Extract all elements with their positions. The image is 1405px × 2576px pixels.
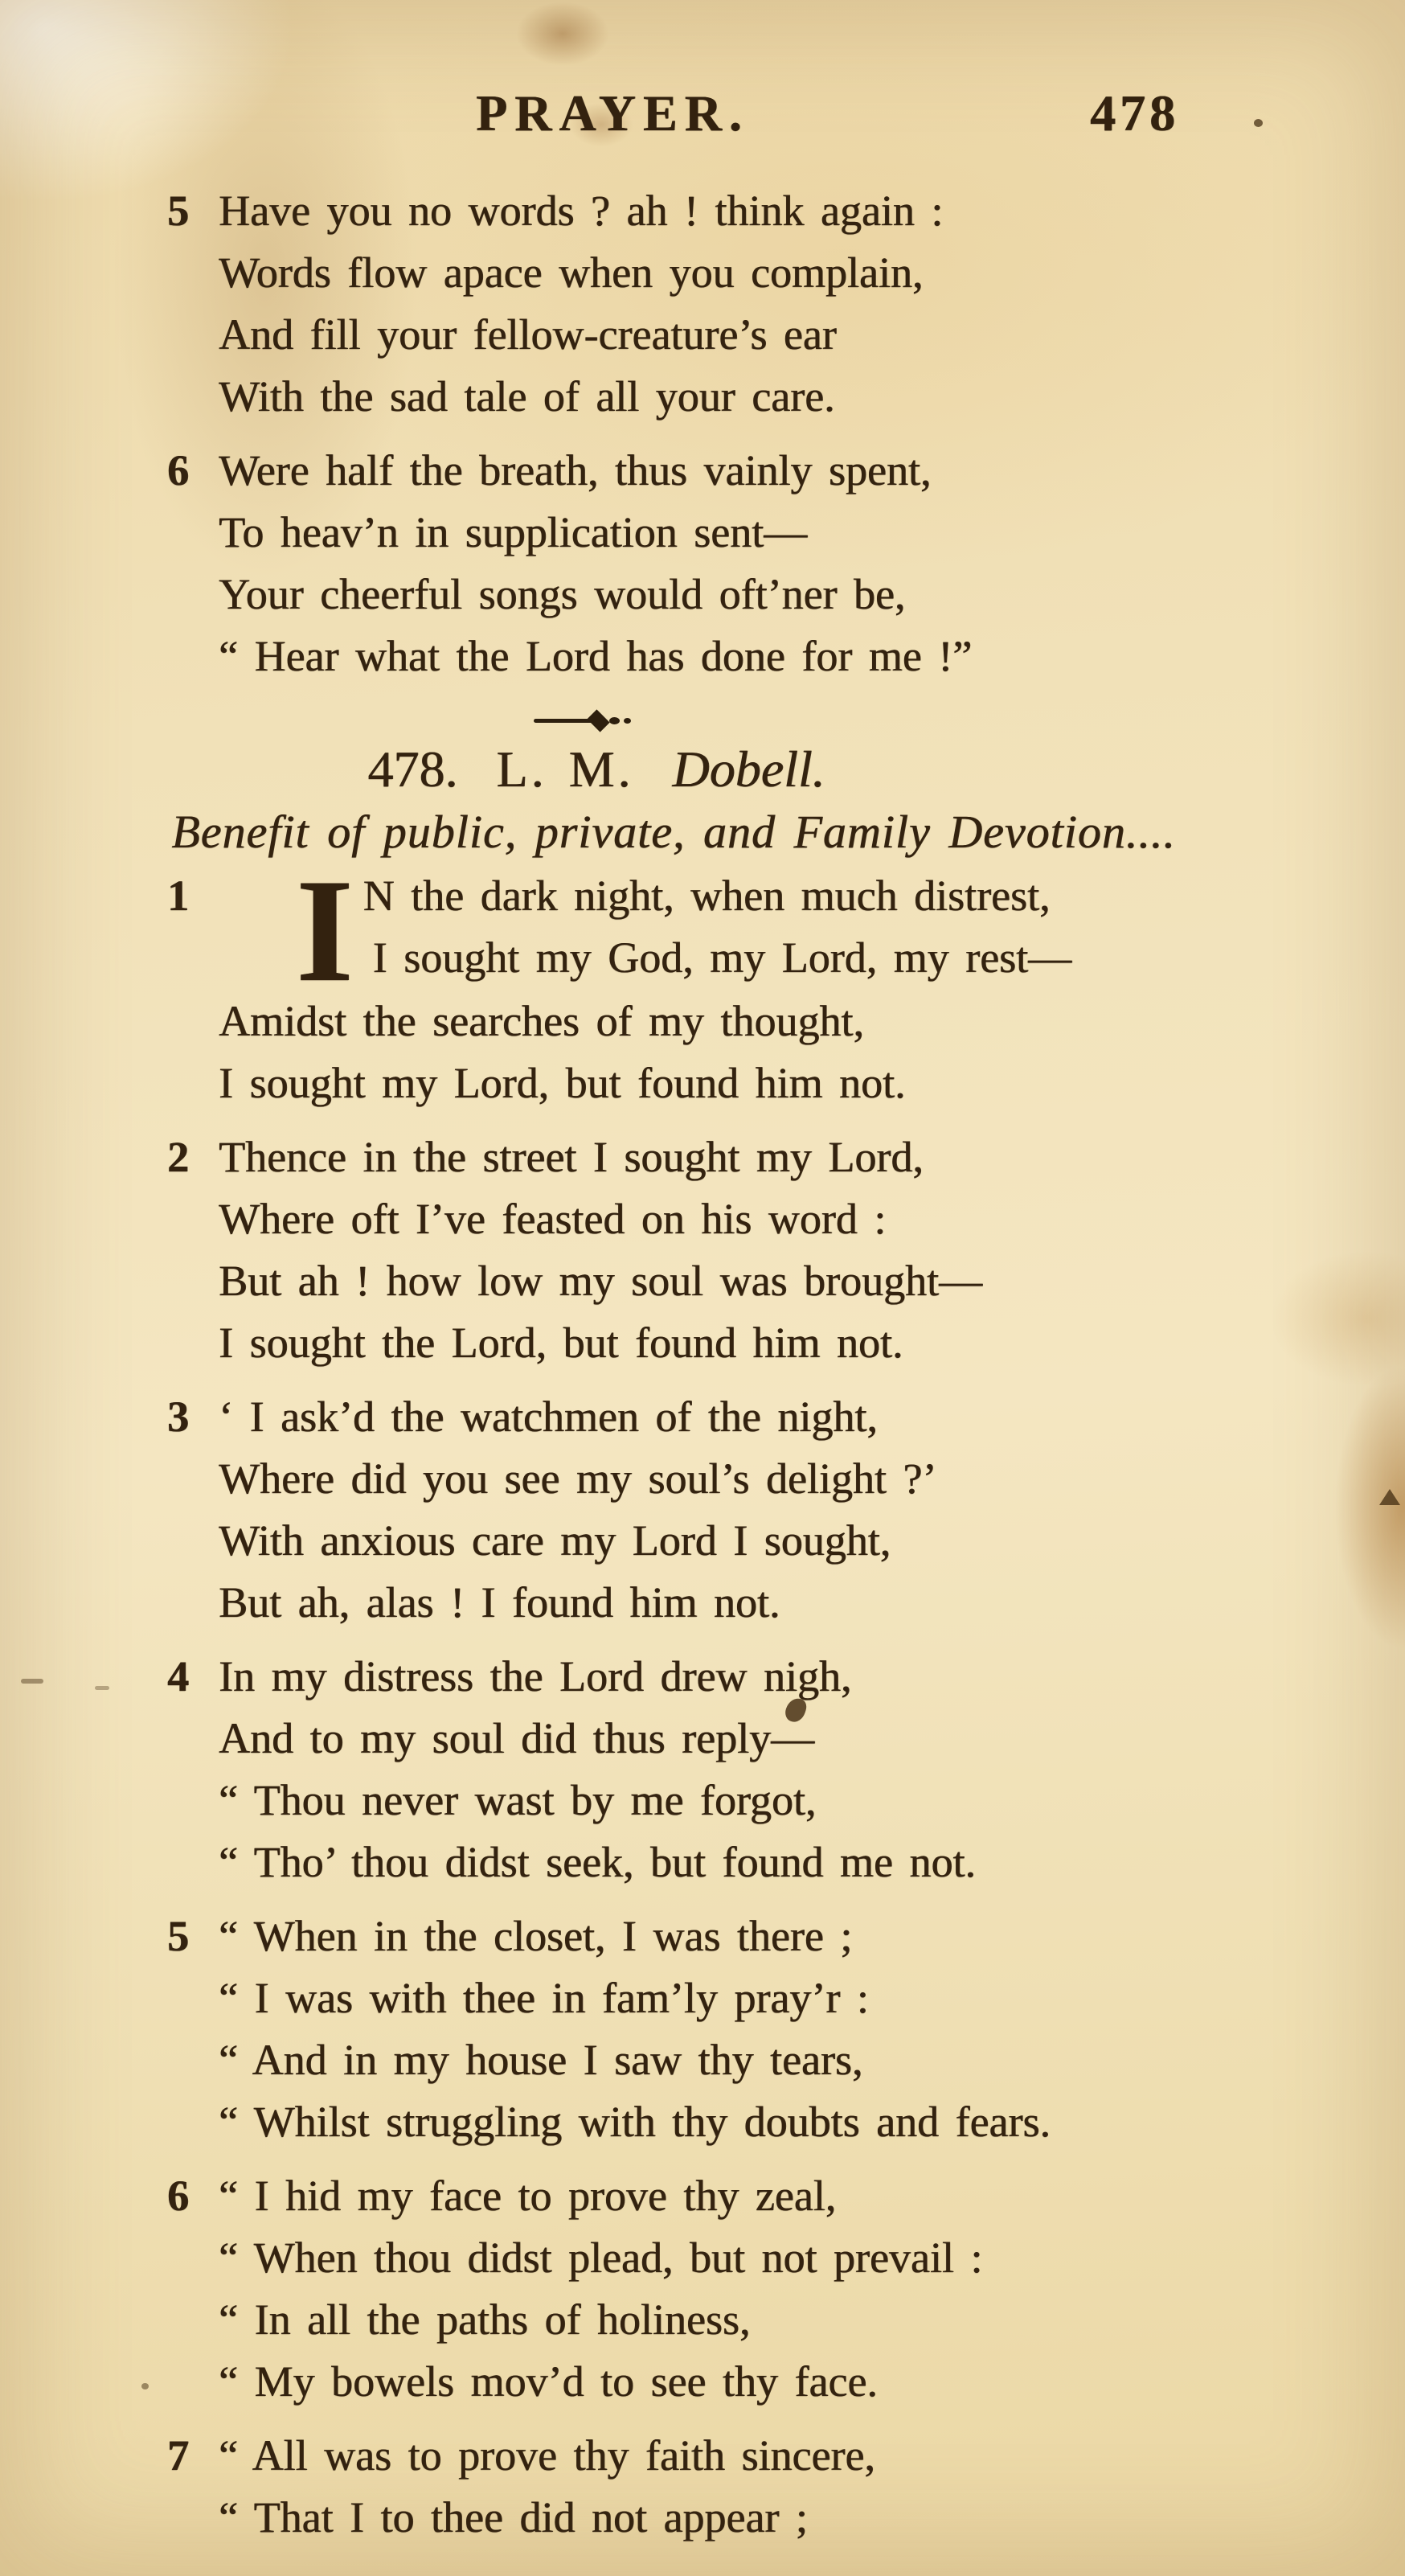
verse-number: 3 xyxy=(167,1393,189,1441)
verse-number: 5 xyxy=(167,1912,189,1960)
verse-number: 2 xyxy=(167,1133,189,1181)
verse-line: “ Tho’ thou didst seek, but found me not. xyxy=(219,1838,976,1886)
verse-line: “ And in my house I saw thy tears, xyxy=(219,2036,863,2084)
hymn-subtitle: Benefit of public, private, and Family Devotion.... xyxy=(171,806,1176,858)
verse-line: “ I hid my face to prove thy zeal, xyxy=(219,2172,837,2220)
hymn-author: Dobell. xyxy=(672,740,825,798)
verse-line: But ah, alas ! I found him not. xyxy=(219,1578,780,1626)
verse-line: “ Whilst struggling with thy doubts and fears. xyxy=(219,2098,1051,2146)
verse xyxy=(167,2425,1215,2549)
verse-line: Your cheerful songs would oft’ner be, xyxy=(219,570,906,618)
verse-line: I sought my Lord, but found him not. xyxy=(219,1059,906,1107)
verse-line: “ My bowels mov’d to see thy face. xyxy=(219,2357,878,2406)
verse-line: “ When in the closet, I was there ; xyxy=(219,1912,853,1960)
verse-line: “ When thou didst plead, but not prevail : xyxy=(219,2233,983,2282)
verse xyxy=(167,2165,1215,2413)
verse-number: 6 xyxy=(167,2172,189,2220)
verse-line: Have you no words ? ah ! think again : xyxy=(219,187,944,235)
ink-speck xyxy=(95,1686,109,1690)
verse xyxy=(167,1646,1215,1893)
verse-line: Thence in the street I sought my Lord, xyxy=(219,1133,924,1181)
verse xyxy=(167,180,1215,428)
page-number: 478 xyxy=(1090,84,1179,142)
verse-line: “ All was to prove thy faith sincere, xyxy=(219,2431,875,2480)
verse-line: And to my soul did thus reply— xyxy=(219,1714,814,1762)
verse-line: “ Thou never wast by me forgot, xyxy=(219,1776,817,1824)
hymn-meter: L. M. xyxy=(496,740,634,798)
verse-line: Were half the breath, thus vainly spent, xyxy=(219,446,932,494)
verse-line: “ Hear what the Lord has done for me !” xyxy=(219,632,973,680)
verse-line: Where oft I’ve feasted on his word : xyxy=(219,1195,887,1243)
verse-line: But ah ! how low my soul was brought— xyxy=(219,1257,982,1305)
verse-line: To heav’n in supplication sent— xyxy=(219,508,808,556)
verse-line: “ That I to thee did not appear ; xyxy=(219,2493,808,2541)
fleuron-divider-icon xyxy=(534,714,631,728)
verse-number: 5 xyxy=(167,187,189,235)
verse xyxy=(167,1126,1215,1374)
verse-line: I sought my God, my Lord, my rest— xyxy=(372,933,1072,982)
verse-number: 4 xyxy=(167,1652,189,1700)
page-content xyxy=(167,180,1215,2561)
ink-speck xyxy=(21,1679,43,1684)
verse-line: ‘ I ask’d the watchmen of the night, xyxy=(219,1393,878,1441)
verse-line: “ In all the paths of holiness, xyxy=(219,2295,751,2344)
verse-number: 1 xyxy=(167,872,189,920)
verse xyxy=(167,848,1215,1114)
page-header xyxy=(0,84,1405,148)
verse-line: Amidst the searches of my thought, xyxy=(219,997,864,1045)
verse-line: In my distress the Lord drew nigh, xyxy=(219,1652,852,1700)
verse-number: 6 xyxy=(167,446,189,494)
verse-line: With the sad tale of all your care. xyxy=(219,372,835,420)
verse xyxy=(167,1905,1215,2153)
verse-line: N the dark night, when much distrest, xyxy=(363,872,1051,920)
ink-speck xyxy=(1379,1489,1400,1505)
verse-line: And fill your fellow-creature’s ear xyxy=(219,310,837,359)
verse-number: 7 xyxy=(167,2431,189,2480)
drop-cap: I xyxy=(296,848,354,1012)
verse-line: Where did you see my soul’s delight ?’ xyxy=(219,1454,937,1503)
running-title: PRAYER. xyxy=(476,84,749,142)
verse-line: I sought the Lord, but found him not. xyxy=(219,1319,903,1367)
section-divider xyxy=(219,699,1215,738)
verse xyxy=(167,440,1215,687)
verse xyxy=(167,1386,1215,1634)
hymn-number: 478. xyxy=(367,740,458,798)
verse-line: Words flow apace when you complain, xyxy=(219,248,924,297)
ink-speck xyxy=(141,2383,149,2389)
verse-line: “ I was with thee in fam’ly pray’r : xyxy=(219,1974,869,2022)
hymn-heading xyxy=(219,740,974,799)
verse-line: With anxious care my Lord I sought, xyxy=(219,1516,891,1565)
